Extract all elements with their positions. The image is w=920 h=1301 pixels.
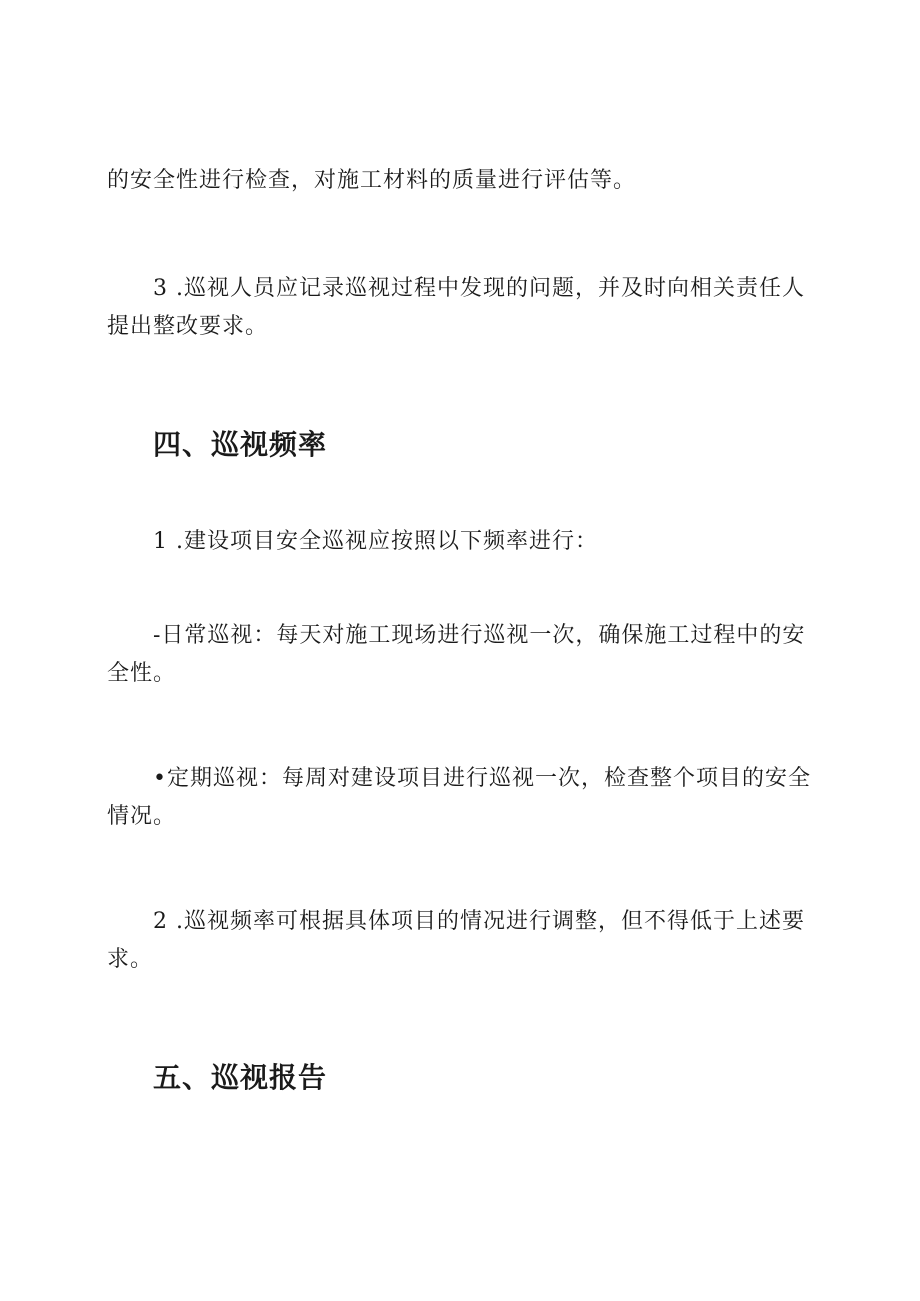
section-heading-report: 五、巡视报告 bbox=[153, 1061, 328, 1094]
paragraph-continuation: 的安全性进行检查，对施工材料的质量进行评估等。 bbox=[107, 168, 637, 193]
paragraph-daily-patrol: -日常巡视：每天对施工现场进行巡视一次，确保施工过程中的安全性。 bbox=[107, 623, 806, 686]
paragraph-item-3: 3 .巡视人员应记录巡视过程中发现的问题，并及时向相关责任人提出整改要求。 bbox=[107, 276, 805, 339]
section-heading-frequency: 四、巡视频率 bbox=[153, 428, 328, 461]
paragraph-periodic-patrol: •定期巡视：每周对建设项目进行巡视一次，检查整个项目的安全情况。 bbox=[107, 766, 811, 829]
paragraph-frequency-item-2: 2 .巡视频率可根据具体项目的情况进行调整，但不得低于上述要求。 bbox=[107, 909, 805, 972]
paragraph-frequency-item-1: 1 .建设项目安全巡视应按照以下频率进行： bbox=[153, 529, 598, 554]
